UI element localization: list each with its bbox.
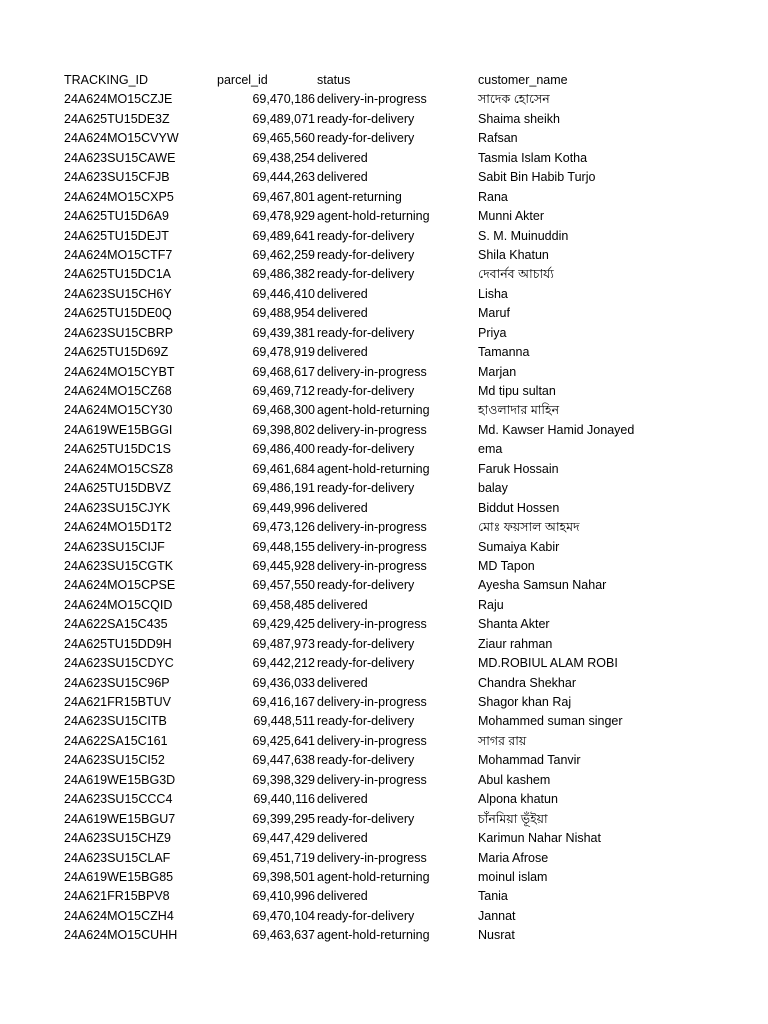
table-row: [64, 849, 744, 868]
tracking-id-cell: 24A625TU15DC1A: [64, 267, 172, 282]
table-row: [64, 829, 744, 848]
tracking-id-cell: 24A624MO15CVYW: [64, 131, 179, 146]
status-cell: agent-hold-returning: [317, 461, 430, 476]
table-row: [64, 790, 744, 809]
tracking-id-cell: 24A623SU15CJYK: [64, 500, 171, 515]
customer-name-cell: Priya: [478, 325, 507, 340]
status-cell: delivery-in-progress: [317, 558, 427, 573]
tracking-id-cell: 24A624MO15CZ68: [64, 384, 172, 398]
status-cell: delivery-in-progress: [317, 364, 427, 379]
header-customer-name: customer_name: [478, 73, 568, 87]
parcel-id-cell: 69,470,186: [252, 92, 315, 107]
table-row: [64, 246, 744, 265]
status-cell: agent-hold-returning: [317, 403, 430, 418]
status-cell: delivered: [317, 889, 368, 904]
tracking-id-cell: 24A625TU15DC1S: [64, 442, 172, 457]
parcel-id-cell: 69,445,928: [252, 558, 315, 573]
parcel-id-cell: 69,448,155: [252, 539, 315, 554]
status-cell: delivery-in-progress: [317, 850, 427, 865]
customer-name-cell: MD.ROBIUL ALAM ROBI: [478, 656, 618, 671]
table-row: [64, 168, 744, 187]
status-cell: agent-hold-returning: [317, 928, 430, 943]
table-row: [64, 576, 744, 595]
table-row: [64, 499, 744, 518]
tracking-id-cell: 24A625TU15DE3Z: [64, 111, 170, 126]
parcel-id-cell: 69,473,126: [252, 520, 315, 535]
parcel-id-cell: 69,399,295: [252, 811, 315, 826]
tracking-id-cell: 24A625TU15DBVZ: [64, 481, 172, 496]
parcel-id-cell: 69,470,104: [252, 908, 315, 923]
parcel-id-cell: 69,438,254: [252, 150, 315, 165]
customer-name-cell: Raju: [478, 597, 504, 612]
tracking-id-cell: 24A624MO15CY30: [64, 403, 173, 418]
tracking-id-cell: 24A624MO15CTF7: [64, 247, 173, 262]
customer-name-cell: Rafsan: [478, 131, 518, 146]
status-cell: ready-for-delivery: [317, 247, 415, 262]
table-body: [64, 90, 744, 945]
parcel-id-cell: 69,468,617: [252, 364, 315, 379]
tracking-id-cell: 24A624MO15CUHH: [64, 928, 178, 943]
tracking-id-cell: 24A624MO15D1T2: [64, 520, 172, 535]
table-row: [64, 129, 744, 148]
tracking-id-cell: 24A622SA15C161: [64, 733, 168, 748]
tracking-id-cell: 24A623SU15CHZ9: [64, 831, 172, 846]
status-cell: ready-for-delivery: [317, 267, 415, 282]
status-cell: ready-for-delivery: [317, 636, 415, 651]
customer-name-cell: Marjan: [478, 364, 517, 379]
status-cell: agent-hold-returning: [317, 209, 430, 224]
tracking-id-cell: 24A624MO15CZJE: [64, 92, 173, 107]
parcel-id-cell: 69,489,071: [252, 111, 315, 126]
parcel-id-cell: 69,467,801: [252, 189, 315, 204]
tracking-id-cell: 24A625TU15D69Z: [64, 345, 169, 360]
parcel-id-cell: 69,439,381: [252, 325, 315, 340]
parcel-id-cell: 69,457,550: [252, 578, 315, 593]
parcel-id-cell: 69,451,719: [252, 850, 315, 865]
tracking-id-cell: 24A619WE15BG85: [64, 869, 174, 884]
parcel-id-cell: 69,486,191: [252, 481, 315, 496]
header-status: status: [317, 73, 351, 87]
customer-name-cell: Ayesha Samsun Nahar: [478, 578, 607, 593]
customer-name-cell: S. M. Muinuddin: [478, 228, 569, 243]
status-cell: delivered: [317, 345, 368, 360]
table-row: [64, 693, 744, 712]
tracking-id-cell: 24A623SU15CDYC: [64, 656, 174, 671]
customer-name-cell: Tasmia Islam Kotha: [478, 150, 588, 165]
parcel-id-cell: 69,429,425: [252, 617, 315, 632]
parcel-id-cell: 69,446,410: [252, 286, 315, 301]
customer-name-cell: Mohammed suman singer: [478, 714, 623, 729]
status-cell: delivery-in-progress: [317, 695, 427, 709]
table-row: [64, 324, 744, 343]
status-cell: ready-for-delivery: [317, 131, 415, 146]
tracking-id-cell: 24A624MO15CSZ8: [64, 461, 174, 476]
customer-name-cell: Md tipu sultan: [478, 384, 556, 398]
tracking-id-cell: 24A625TU15DE0Q: [64, 306, 172, 321]
table-row: [64, 110, 744, 129]
table-row: [64, 421, 744, 440]
customer-name-cell: Tamanna: [478, 345, 530, 360]
table-row: [64, 926, 744, 945]
customer-name-cell: MD Tapon: [478, 558, 535, 573]
customer-name-cell: Chandra Shekhar: [478, 675, 576, 690]
status-cell: delivery-in-progress: [317, 733, 427, 748]
table-row: [64, 207, 744, 226]
customer-name-cell: ema: [478, 442, 503, 457]
table-row: [64, 538, 744, 557]
tracking-id-cell: 24A625TU15D6A9: [64, 209, 169, 224]
table-row: [64, 596, 744, 615]
parcel-id-cell: 69,444,263: [252, 170, 315, 185]
parcel-id-cell: 69,410,996: [252, 889, 315, 904]
status-cell: delivered: [317, 306, 368, 321]
customer-name-cell: moinul islam: [478, 869, 548, 884]
table-row: [64, 674, 744, 693]
tracking-id-cell: 24A624MO15CZH4: [64, 908, 174, 923]
status-cell: delivery-in-progress: [317, 92, 427, 107]
status-cell: delivery-in-progress: [317, 422, 427, 437]
status-cell: ready-for-delivery: [317, 753, 415, 768]
table-row: [64, 90, 744, 109]
status-cell: delivery-in-progress: [317, 539, 427, 554]
tracking-id-cell: 24A623SU15CH6Y: [64, 286, 172, 301]
table-row: [64, 810, 744, 829]
tracking-id-cell: 24A624MO15CQID: [64, 597, 173, 612]
table-row: [64, 518, 744, 537]
table-row: [64, 615, 744, 634]
tracking-id-cell: 24A623SU15CI52: [64, 753, 165, 768]
customer-name-cell: Shagor khan Raj: [478, 695, 572, 709]
customer-name-cell: Nusrat: [478, 928, 515, 943]
status-cell: ready-for-delivery: [317, 228, 415, 243]
header-parcel-id: parcel_id: [217, 73, 268, 87]
table-row: [64, 907, 744, 926]
status-cell: ready-for-delivery: [317, 325, 415, 340]
customer-name-cell: সাদেক হোসেন: [478, 92, 550, 107]
customer-name-cell: Sabit Bin Habib Turjo: [478, 170, 596, 185]
customer-name-cell: Md. Kawser Hamid Jonayed: [478, 422, 635, 437]
customer-name-cell: সাগর রায়: [478, 733, 527, 748]
tracking-id-cell: 24A624MO15CPSE: [64, 578, 176, 593]
tracking-id-cell: 24A625TU15DD9H: [64, 636, 172, 651]
customer-name-cell: Ziaur rahman: [478, 636, 553, 651]
customer-name-cell: হাওলাদার মাহিন: [478, 403, 560, 418]
customer-name-cell: Munni Akter: [478, 209, 545, 224]
table-row: [64, 751, 744, 770]
parcel-id-cell: 69,478,929: [252, 209, 315, 224]
parcel-id-cell: 69,442,212: [252, 656, 315, 671]
parcel-table: [64, 71, 744, 946]
parcel-id-cell: 69,486,400: [252, 442, 315, 457]
parcel-id-cell: 69,478,919: [252, 345, 315, 360]
table-row: [64, 440, 744, 459]
table-row: [64, 887, 744, 906]
tracking-id-cell: 24A621FR15BPV8: [64, 889, 170, 904]
tracking-id-cell: 24A619WE15BGGI: [64, 422, 173, 437]
tracking-id-cell: 24A619WE15BG3D: [64, 772, 176, 787]
tracking-id-cell: 24A623SU15CAWE: [64, 150, 176, 165]
table-row: [64, 285, 744, 304]
status-cell: delivered: [317, 597, 368, 612]
status-cell: delivered: [317, 170, 368, 185]
table-row: [64, 363, 744, 382]
status-cell: delivery-in-progress: [317, 520, 427, 535]
status-cell: agent-returning: [317, 189, 402, 204]
tracking-id-cell: 24A621FR15BTUV: [64, 695, 172, 709]
customer-name-cell: Maruf: [478, 306, 510, 321]
parcel-id-cell: 69,398,329: [252, 772, 315, 787]
customer-name-cell: Sumaiya Kabir: [478, 539, 560, 554]
customer-name-cell: Lisha: [478, 286, 508, 301]
parcel-id-cell: 69,469,712: [252, 384, 315, 398]
customer-name-cell: Karimun Nahar Nishat: [478, 831, 601, 846]
tracking-id-cell: 24A622SA15C435: [64, 617, 168, 632]
customer-name-cell: Shanta Akter: [478, 617, 550, 632]
customer-name-cell: দেবার্নব আচার্য্য: [478, 267, 554, 282]
parcel-id-cell: 69,398,802: [252, 422, 315, 437]
parcel-id-cell: 69,425,641: [252, 733, 315, 748]
status-cell: delivered: [317, 675, 368, 690]
table-row: [64, 557, 744, 576]
parcel-id-cell: 69,447,429: [252, 831, 315, 846]
parcel-id-cell: 69,461,684: [252, 461, 315, 476]
table-row: [64, 479, 744, 498]
tracking-id-cell: 24A623SU15CITB: [64, 714, 167, 729]
tracking-id-cell: 24A623SU15CLAF: [64, 850, 171, 865]
status-cell: ready-for-delivery: [317, 656, 415, 671]
parcel-id-cell: 69,448,511: [253, 714, 315, 729]
tracking-id-cell: 24A623SU15CBRP: [64, 325, 174, 340]
status-cell: delivered: [317, 792, 368, 807]
tracking-id-cell: 24A625TU15DEJT: [64, 228, 169, 243]
status-cell: delivery-in-progress: [317, 772, 427, 787]
header-row: [64, 71, 744, 90]
status-cell: delivered: [317, 831, 368, 846]
customer-name-cell: Maria Afrose: [478, 850, 549, 865]
status-cell: ready-for-delivery: [317, 384, 415, 398]
table-row: [64, 401, 744, 420]
table-row: [64, 304, 744, 323]
status-cell: delivered: [317, 500, 368, 515]
parcel-id-cell: 69,458,485: [252, 597, 315, 612]
status-cell: ready-for-delivery: [317, 908, 415, 923]
table-row: [64, 635, 744, 654]
customer-name-cell: Shila Khatun: [478, 247, 549, 262]
status-cell: ready-for-delivery: [317, 811, 415, 826]
parcel-id-cell: 69,449,996: [252, 500, 315, 515]
status-cell: ready-for-delivery: [317, 111, 415, 126]
status-cell: ready-for-delivery: [317, 481, 415, 496]
parcel-id-cell: 69,398,501: [252, 869, 315, 884]
customer-name-cell: Abul kashem: [478, 772, 551, 787]
parcel-id-cell: 69,468,300: [252, 403, 315, 418]
parcel-id-cell: 69,486,382: [252, 267, 315, 282]
table-row: [64, 460, 744, 479]
parcel-id-cell: 69,416,167: [252, 695, 315, 709]
tracking-id-cell: 24A624MO15CYBT: [64, 364, 175, 379]
parcel-id-cell: 69,462,259: [252, 247, 315, 262]
customer-name-cell: মোঃ ফয়সাল আহমদ: [478, 520, 580, 535]
customer-name-cell: Jannat: [478, 908, 516, 923]
tracking-id-cell: 24A623SU15CGTK: [64, 558, 174, 573]
table-row: [64, 382, 744, 401]
customer-name-cell: Rana: [478, 189, 508, 204]
tracking-id-cell: 24A624MO15CXP5: [64, 189, 174, 204]
customer-name-cell: Shaima sheikh: [478, 111, 560, 126]
tracking-id-cell: 24A623SU15CCC4: [64, 792, 173, 807]
table-row: [64, 227, 744, 246]
parcel-id-cell: 69,488,954: [252, 306, 315, 321]
tracking-id-cell: 24A623SU15CIJF: [64, 539, 165, 554]
parcel-id-cell: 69,465,560: [252, 131, 315, 146]
table-row: [64, 732, 744, 751]
tracking-id-cell: 24A619WE15BGU7: [64, 811, 176, 826]
parcel-id-cell: 69,487,973: [252, 636, 315, 651]
tracking-id-cell: 24A623SU15C96P: [64, 675, 170, 690]
table-row: [64, 265, 744, 284]
table-row: [64, 343, 744, 362]
table-row: [64, 149, 744, 168]
status-cell: ready-for-delivery: [317, 442, 415, 457]
parcel-id-cell: 69,436,033: [252, 675, 315, 690]
status-cell: ready-for-delivery: [317, 714, 415, 729]
header-tracking-id: TRACKING_ID: [64, 73, 149, 87]
parcel-id-cell: 69,447,638: [252, 753, 315, 768]
customer-name-cell: Tania: [478, 889, 508, 904]
table-row: [64, 771, 744, 790]
status-cell: delivered: [317, 150, 368, 165]
customer-name-cell: Alpona khatun: [478, 792, 558, 807]
customer-name-cell: balay: [478, 481, 508, 496]
tracking-id-cell: 24A623SU15CFJB: [64, 170, 170, 185]
parcel-id-cell: 69,463,637: [252, 928, 315, 943]
table-row: [64, 712, 744, 731]
parcel-id-cell: 69,489,641: [252, 228, 315, 243]
status-cell: ready-for-delivery: [317, 578, 415, 593]
table-row: [64, 868, 744, 887]
table-row: [64, 654, 744, 673]
customer-name-cell: Biddut Hossen: [478, 500, 560, 515]
status-cell: agent-hold-returning: [317, 869, 430, 884]
customer-name-cell: Mohammad Tanvir: [478, 753, 581, 768]
customer-name-cell: চাঁনমিয়া ভূঁইয়া: [478, 811, 548, 826]
table-row: [64, 188, 744, 207]
status-cell: delivered: [317, 286, 368, 301]
parcel-id-cell: 69,440,116: [253, 792, 315, 807]
status-cell: delivery-in-progress: [317, 617, 427, 632]
customer-name-cell: Faruk Hossain: [478, 461, 559, 476]
